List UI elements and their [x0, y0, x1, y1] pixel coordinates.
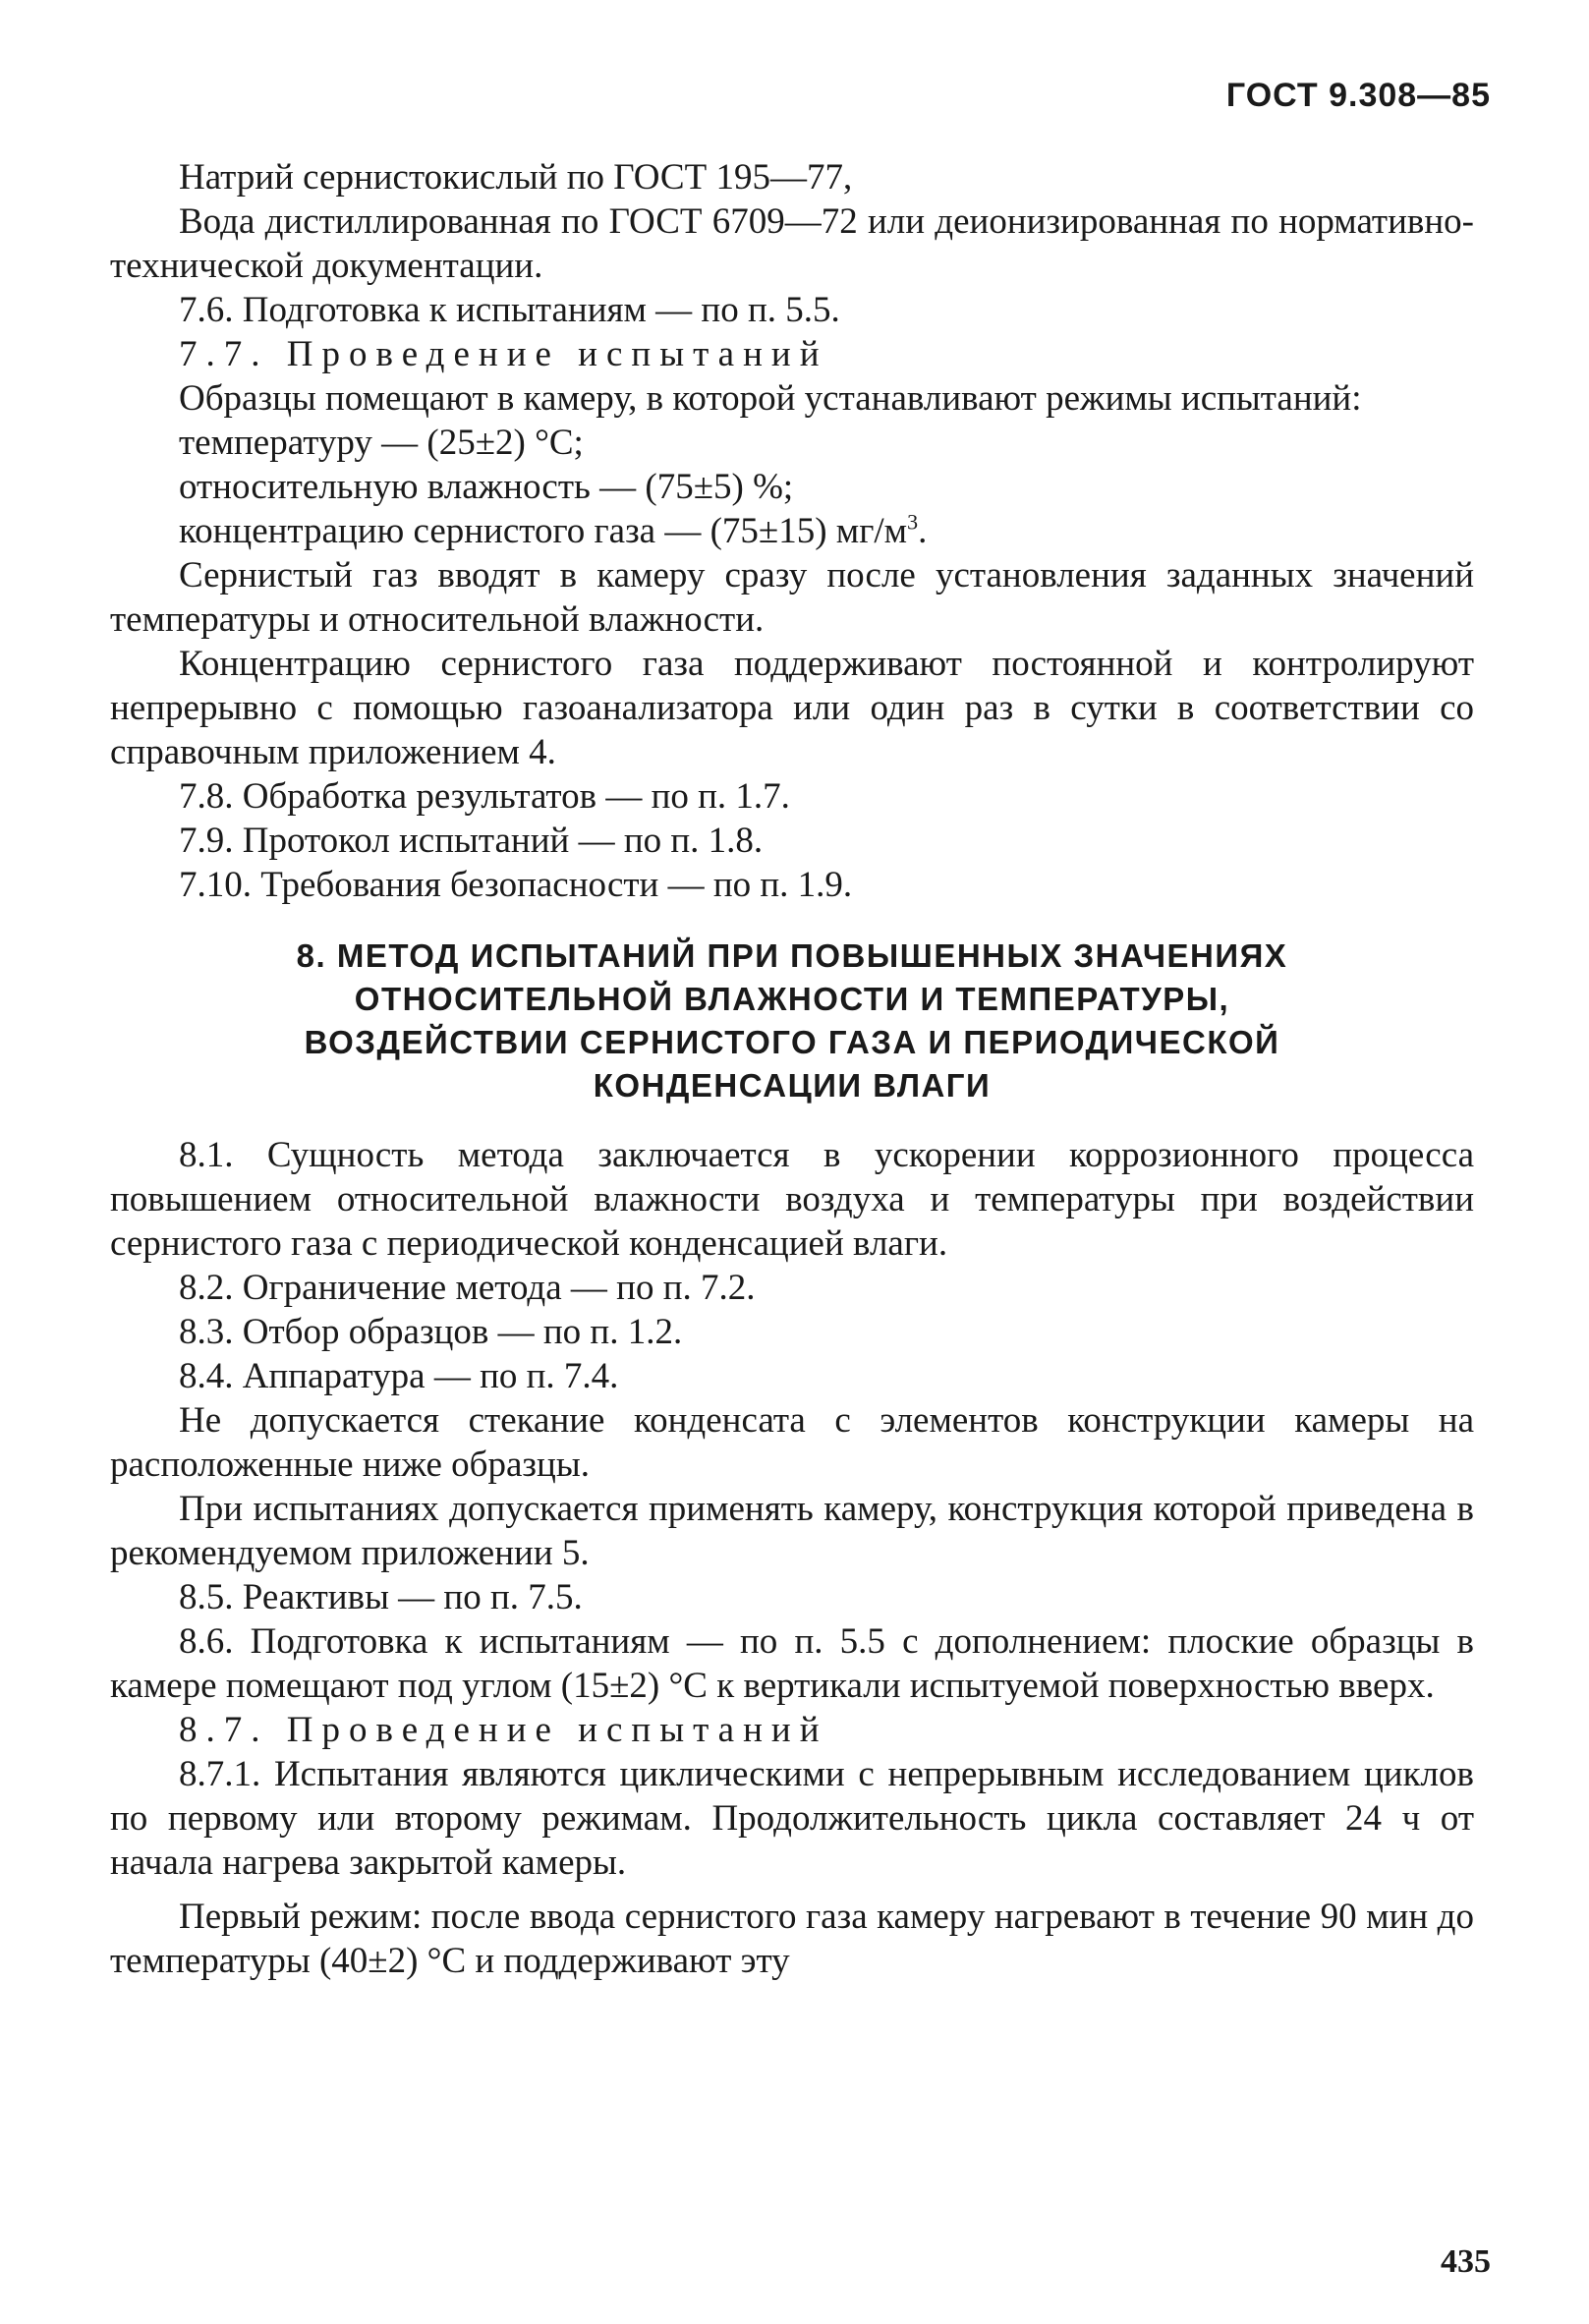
paragraph-8-4: 8.4. Аппаратура — по п. 7.4.: [179, 1356, 619, 1396]
paragraph-8-7-heading: [110, 1708, 1474, 1752]
section-title-line: КОНДЕНСАЦИИ ВЛАГИ: [593, 1067, 992, 1104]
document-body: [110, 155, 1474, 1983]
paragraph-condensate: Не допускается стекание конденсата с элементов конструкции камеры на расположенные ниже образцы.: [110, 1400, 1474, 1485]
paragraph-first-mode: Первый режим: после ввода сернистого газа камеру нагревают в течение 90 мин до температуры (40±2) °С и поддерживают эту: [110, 1897, 1474, 1981]
paragraph-8-2: 8.2. Ограничение метода — по п. 7.2.: [179, 1268, 756, 1308]
paragraph-7-9: 7.9. Протокол испытаний — по п. 1.8.: [179, 821, 764, 861]
paragraph-concentration-maintained: Концентрацию сернистого газа поддерживают постоянной и контролируют непрерывно с помощью газоанализатора или один раз в сутки в соответствии со справочным приложением 4.: [110, 644, 1474, 772]
paragraph-7-8: 7.8. Обработка результатов — по п. 1.7.: [179, 776, 790, 817]
paragraph-8-6: 8.6. Подготовка к испытаниям — по п. 5.5 с дополнением: плоские образцы в камере помещают под углом (15±2) °С к вертикали испытуемой поверхностью вверх.: [110, 1621, 1474, 1706]
paragraph-8-7-1: 8.7.1. Испытания являются циклическими с непрерывным исследованием циклов по первому или второму режимам. Продолжительность цикла составляет 24 ч от начала нагрева закрытой камеры.: [110, 1754, 1474, 1883]
section-title-line: 8. МЕТОД ИСПЫТАНИЙ ПРИ ПОВЫШЕННЫХ ЗНАЧЕНИЯХ: [296, 937, 1288, 974]
paragraph-8-1: 8.1. Сущность метода заключается в ускорении коррозионного процесса повышением относительной влажности воздуха и температуры при воздействии сернистого газа с периодической конденсацией влаги.: [110, 1135, 1474, 1264]
paragraph-7-10: 7.10. Требования безопасности — по п. 1.9.: [179, 865, 853, 905]
paragraph-gas-concentration: [110, 509, 1474, 553]
paragraph-8-3: 8.3. Отбор образцов — по п. 1.2.: [179, 1312, 683, 1352]
page-number: 435: [1441, 2243, 1491, 2280]
gas-concentration-tail: .: [918, 511, 928, 551]
spaced-heading-text: 7.7. Проведение испытаний: [179, 334, 828, 374]
paragraph-samples-placed: Образцы помещают в камеру, в которой устанавливают режимы испытаний:: [179, 378, 1362, 419]
paragraph-chamber-annex: При испытаниях допускается применять камеру, конструкция которой приведена в рекомендуемом приложении 5.: [110, 1489, 1474, 1573]
section-title-line: ВОЗДЕЙСТВИИ СЕРНИСТОГО ГАЗА И ПЕРИОДИЧЕСКОЙ: [304, 1024, 1280, 1060]
paragraph-gas-introduced: Сернистый газ вводят в камеру сразу после установления заданных значений температуры и относительной влажности.: [110, 555, 1474, 640]
spaced-heading-text: 8.7. Проведение испытаний: [179, 1710, 828, 1750]
paragraph-temperature: температуру — (25±2) °С;: [179, 423, 584, 463]
paragraph-sodium-sulfite: Натрий сернистокислый по ГОСТ 195—77,: [179, 157, 853, 198]
paragraph-8-5: 8.5. Реактивы — по п. 7.5.: [179, 1577, 583, 1617]
page-header-doc-code: ГОСТ 9.308—85: [1225, 77, 1491, 114]
section-title-line: ОТНОСИТЕЛЬНОЙ ВЛАЖНОСТИ И ТЕМПЕРАТУРЫ,: [354, 981, 1230, 1017]
gas-concentration-text: концентрацию сернистого газа — (75±15) мг/м: [179, 511, 908, 551]
paragraph-7-6: 7.6. Подготовка к испытаниям — по п. 5.5.: [179, 290, 840, 330]
section-8-title: [110, 935, 1474, 1107]
superscript-3: 3: [907, 509, 919, 535]
paragraph-humidity: относительную влажность — (75±5) %;: [179, 467, 794, 507]
paragraph-7-7-heading: [110, 332, 1474, 376]
paragraph-distilled-water: Вода дистиллированная по ГОСТ 6709—72 или деионизированная по нормативно-технической документации.: [110, 201, 1474, 286]
